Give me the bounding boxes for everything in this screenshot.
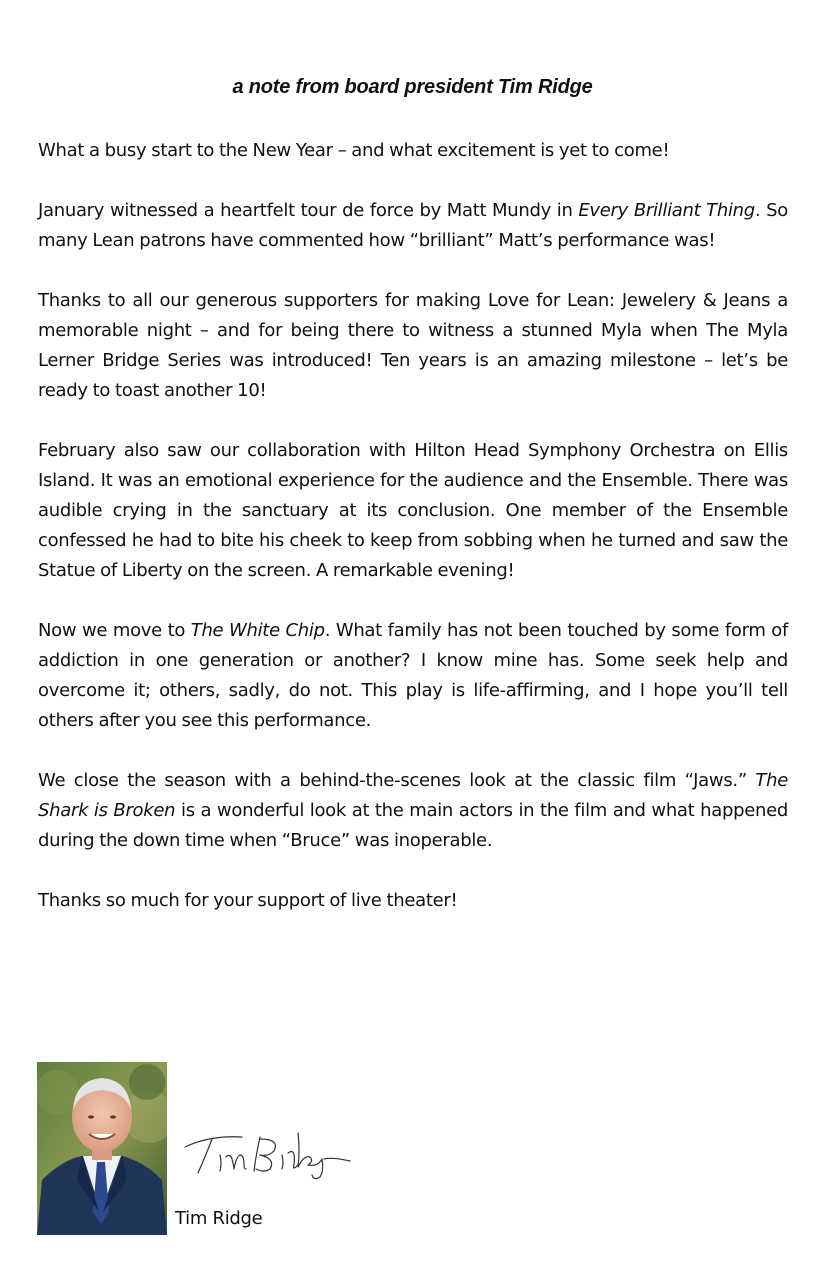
paragraph	[38, 616, 788, 736]
paragraph	[38, 766, 788, 856]
paragraph-text: is a wonderful look at the main actors in the film and what happened during the down time when “Bruce” was inoperable.	[38, 800, 789, 851]
paragraph-text: We close the season with a behind-the-scenes look at the classic film “Jaws.”	[38, 770, 756, 791]
show-title: Every Brilliant Thing	[578, 200, 755, 221]
paragraph-text: January witnessed a heartfelt tour de force by Matt Mundy in	[38, 200, 579, 221]
handwritten-signature	[180, 1125, 355, 1183]
show-title: The Shark is Broken	[38, 770, 788, 821]
show-title: The White Chip	[190, 620, 325, 641]
signature-name: Tim Ridge	[175, 1208, 263, 1229]
portrait-photo	[37, 1062, 167, 1235]
paragraph	[38, 436, 788, 586]
portrait-illustration	[37, 1062, 167, 1235]
paragraph-text: What a busy start to the New Year – and what excitement is yet to come!	[38, 140, 670, 161]
paragraph	[38, 886, 788, 916]
paragraph	[38, 196, 788, 256]
letter-body	[38, 136, 788, 946]
paragraph-text: Now we move to	[38, 620, 191, 641]
paragraph-text: . So many Lean patrons have commented how “brilliant” Matt’s performance was!	[38, 200, 788, 251]
letter-heading: a note from board president Tim Ridge	[232, 76, 593, 98]
paragraph-text: February also saw our collaboration with Hilton Head Symphony Orchestra on Ellis Island. It was an emotional experience for the audience and the Ensemble. There was audible crying in the sanctuary at its conclusion. One member of the Ensemble confessed he had to bite his cheek to keep from sobbing when he turned and saw the Statue of Liberty on the screen. A remarkable evening!	[38, 440, 788, 581]
paragraph-text: Thanks so much for your support of live theater!	[38, 890, 458, 911]
paragraph-text: . What family has not been touched by some form of addiction in one generation or another? I know mine has. Some seek help and overcome it; others, sadly, do not. This play is life-affirming, and I hope you’ll tell others after you see this performance.	[38, 620, 789, 731]
paragraph-text: Thanks to all our generous supporters for making Love for Lean: Jewelery & Jeans a memorable night – and for being there to witness a stunned Myla when The Myla Lerner Bridge Series was introduced! Ten years is an amazing milestone – let’s be ready to toast another 10!	[38, 290, 788, 401]
paragraph	[38, 286, 788, 406]
paragraph	[38, 136, 788, 166]
